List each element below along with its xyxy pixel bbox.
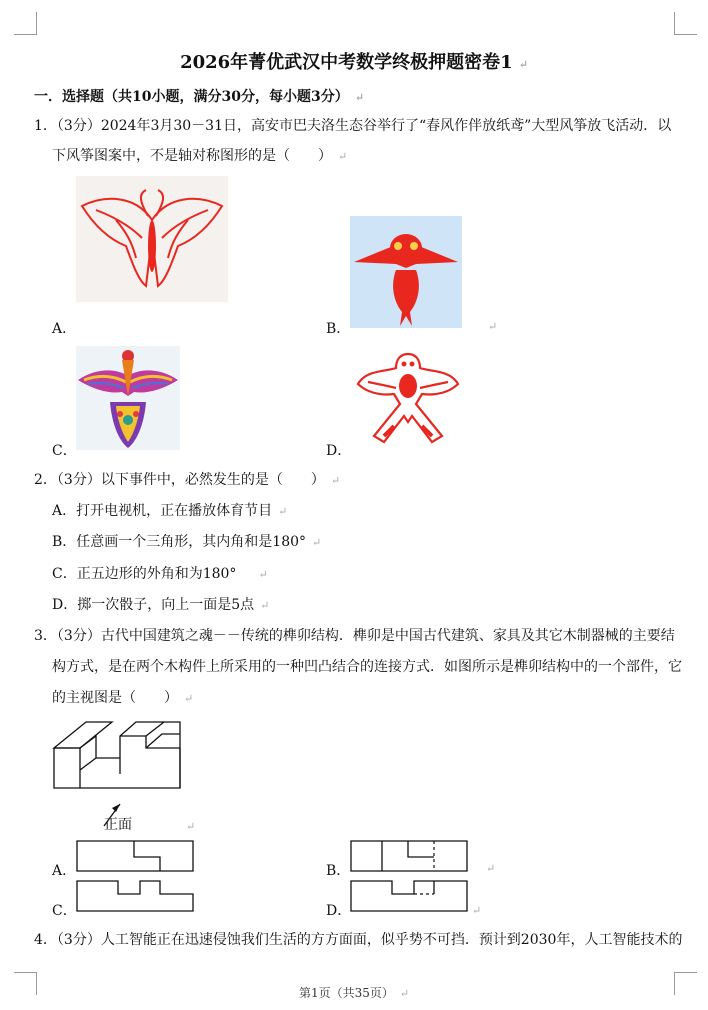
q2-option-d: D．掷一次骰子，向上一面是5点 ↵ (52, 597, 270, 613)
q3-option-b-label: B． (326, 863, 351, 879)
question-3-line-1: 3．（3分）古代中国建筑之魂－－传统的榫卯结构．榫卯是中国古代建筑、家具及其它木制器械的主要结 (34, 628, 675, 644)
question-1-line-2: 下风筝图案中，不是轴对称图形的是（ ） ↵ (52, 148, 348, 164)
section-heading: 一．选择题（共10小题，满分30分，每小题3分） ↵ (34, 89, 364, 105)
question-1-line-1: 1．（3分）2024年3月30－31日，高安市巴夫洛生态谷举行了“春风作伴放纸鸢”大型风筝放飞活动．以 (34, 118, 672, 134)
q2-option-c: C．正五边形的外角和为180° ↵ (52, 566, 268, 582)
q2-option-b: B．任意画一个三角形，其内角和是180° ↵ (52, 534, 322, 550)
page-title: 2026年菁优武汉中考数学终极押题密卷1 ↵ (180, 52, 528, 73)
q1-option-c-label: C． (52, 443, 77, 459)
front-view-label: 正面 (104, 817, 132, 833)
q3-option-c-label: C． (52, 903, 77, 919)
q3-option-c-view (76, 880, 194, 912)
kite-image-a (76, 176, 228, 302)
paragraph-mark: ↵ (488, 320, 498, 333)
question-2-stem: 2．（3分）以下事件中，必然发生的是（ ） ↵ (34, 472, 341, 488)
kite-image-b (350, 216, 462, 328)
page-footer: 第1页（共35页） ↵ (298, 986, 410, 1000)
question-3-line-3: 的主视图是（ ） ↵ (52, 690, 194, 706)
q3-option-b-view (350, 840, 468, 872)
q1-option-d-label: D． (326, 443, 352, 459)
paragraph-mark: ↵ (486, 862, 496, 875)
q3-option-d-label: D． (326, 903, 352, 919)
kite-image-c (76, 346, 180, 450)
corner-mark-top-left (14, 12, 37, 35)
q3-option-d-view (350, 880, 468, 912)
question-4-line-1: 4．（3分）人工智能正在迅速侵蚀我们生活的方方面面，似乎势不可挡．预计到2030年，人工智能技术的 (34, 932, 683, 948)
question-3-line-2: 构方式，是在两个木构件上所采用的一种凹凸结合的连接方式．如图所示是榫卯结构中的一个部件，它 (52, 659, 682, 675)
q2-option-a: A．打开电视机，正在播放体育节目 ↵ (52, 503, 288, 519)
paragraph-mark: ↵ (186, 820, 196, 833)
kite-image-d (354, 346, 462, 452)
corner-mark-top-right (674, 12, 697, 35)
q1-option-b-label: B． (326, 321, 351, 337)
q1-option-a-label: A． (52, 321, 77, 337)
paragraph-mark: ↵ (472, 904, 482, 917)
q3-option-a-label: A． (52, 863, 77, 879)
q3-option-a-view (76, 840, 194, 872)
